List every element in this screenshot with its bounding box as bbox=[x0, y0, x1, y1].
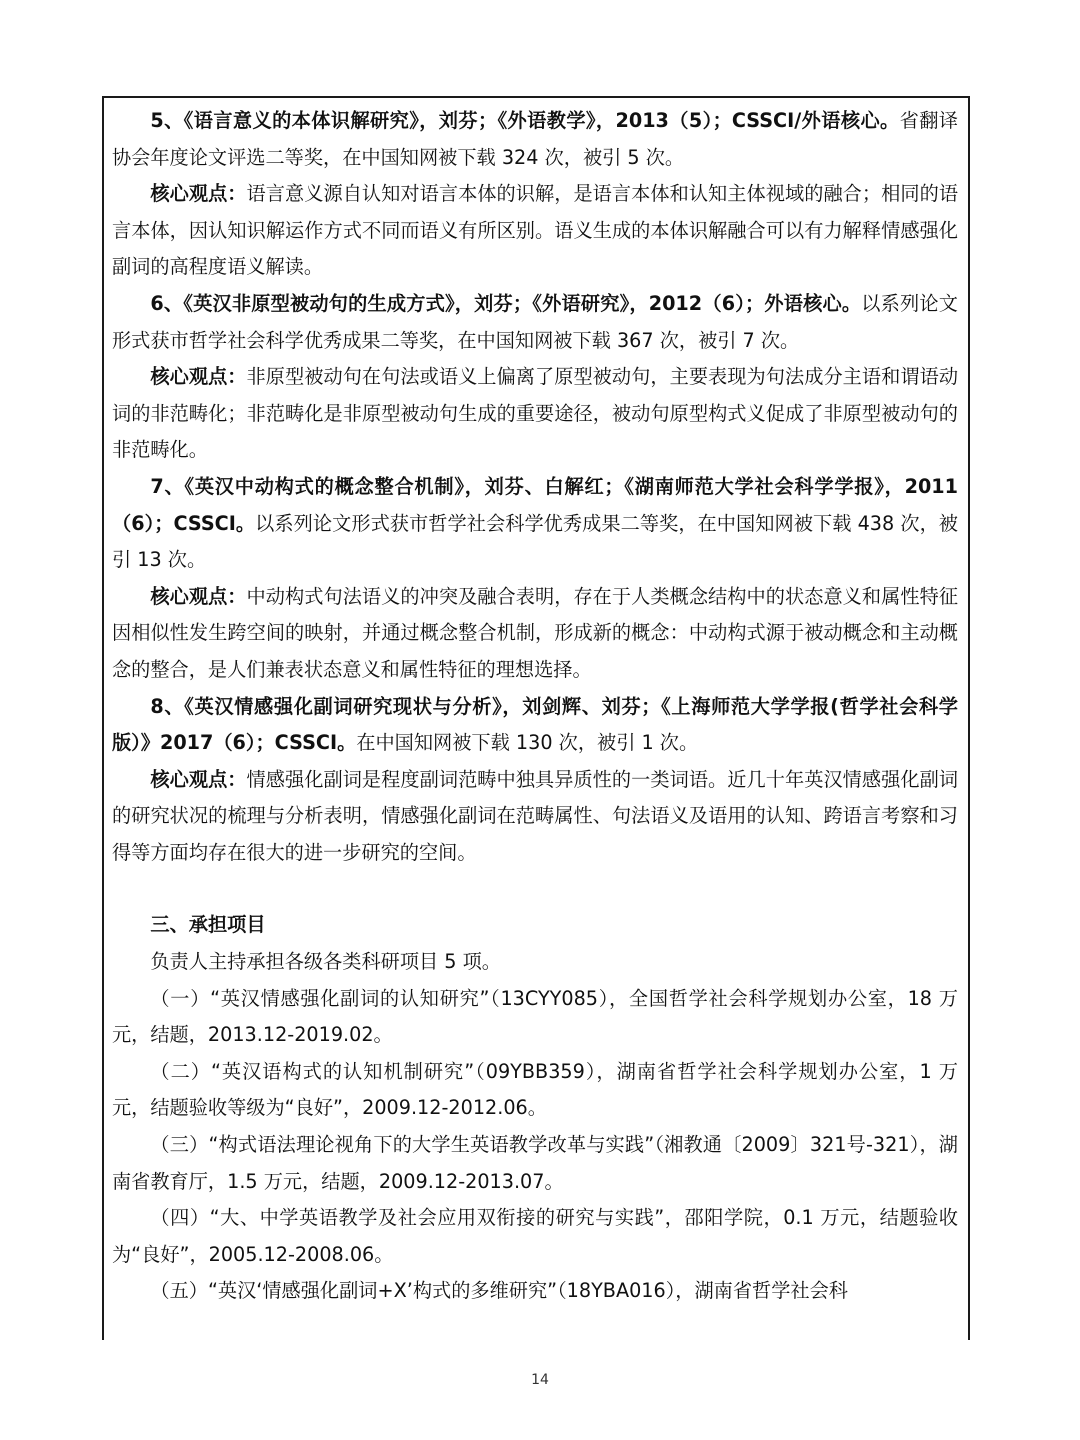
paper-7-title: 7、《英汉中动构式的概念整合机制》，刘芬、白解红；《湖南师范大学社会科学学报》，2011（6）；CSSCI。 bbox=[112, 474, 958, 535]
paper-8-view-label: 核心观点： bbox=[150, 767, 247, 791]
paper-5-view bbox=[112, 176, 958, 286]
paper-7-view-label: 核心观点： bbox=[150, 584, 247, 608]
paper-8-title: 8、《英汉情感强化副词研究现状与分析》，刘剑辉、刘芬；《上海师范大学学报(哲学社会科学版）》2017（6）；CSSCI。 bbox=[112, 694, 958, 755]
paper-7-view bbox=[112, 579, 958, 689]
section-intro: 负责人主持承担各级各类科研项目 5 项。 bbox=[150, 950, 501, 974]
paper-6-title: 6、《英汉非原型被动句的生成方式》，刘芬；《外语研究》，2012（6）；外语核心。 bbox=[150, 291, 862, 315]
project-item: （二）“英汉语构式的认知机制研究”（09YBB359），湖南省哲学社会科学规划办公室，1 万元，结题验收等级为“良好”，2009.12-2012.06。 bbox=[112, 1059, 958, 1120]
paper-8-view bbox=[112, 762, 958, 872]
paper-8-view-text: 情感强化副词是程度副词范畴中独具异质性的一类词语。近几十年英汉情感强化副词的研究状况的梳理与分析表明，情感强化副词在范畴属性、句法语义及语用的认知、跨语言考察和习得等方面均存在很大的进一步研究的空间。 bbox=[112, 767, 959, 864]
project-item: （四）“大、中学英语教学及社会应用双衔接的研究与实践”，邵阳学院，0.1 万元，结题验收为“良好”，2005.12-2008.06。 bbox=[112, 1206, 958, 1266]
paper-8-details: 在中国知网被下载 130 次，被引 1 次。 bbox=[356, 731, 699, 755]
paper-6-view-text: 非原型被动句在句法或语义上偏离了原型被动句，主要表现为句法成分主语和谓语动词的非范畴化；非范畴化是非原型被动句生成的重要途径，被动句原型构式义促成了非原型被动句的非范畴化。 bbox=[112, 365, 959, 462]
paper-5-details: 省翻译协会年度论文评选二等奖，在中国知网被下载 324 次，被引 5 次。 bbox=[112, 109, 959, 169]
paper-7-details: 以系列论文形式获市哲学社会科学优秀成果二等奖，在中国知网被下载 438 次，被引 13 次。 bbox=[112, 511, 958, 572]
project-item: （五）“英汉‘情感强化副词+X’构式的多维研究”（18YBA016），湖南省哲学社会科 bbox=[150, 1279, 848, 1303]
paper-7-citation bbox=[112, 469, 958, 579]
paper-7-view-text: 中动构式句法语义的冲突及融合表明，存在于人类概念结构中的状态意义和属性特征因相似性发生跨空间的映射，并通过概念整合机制，形成新的概念：中动构式源于被动概念和主动概念的整合，是人们兼表状态意义和属性特征的理想选择。 bbox=[112, 584, 959, 681]
section-spacer bbox=[112, 871, 958, 907]
paper-6-view bbox=[112, 359, 958, 469]
paper-6-details: 以系列论文形式获市哲学社会科学优秀成果二等奖，在中国知网被下载 367 次，被引 7 次。 bbox=[112, 291, 958, 352]
project-item: （三）“构式语法理论视角下的大学生英语教学改革与实践”（湘教通〔2009〕321号-321），湖南省教育厅，1.5 万元，结题，2009.12-2013.07。 bbox=[112, 1133, 958, 1193]
paper-6-citation bbox=[112, 286, 958, 359]
project-item: （一）“英汉情感强化副词的认知研究”（13CYY085），全国哲学社会科学规划办公室，18 万元，结题，2013.12-2019.02。 bbox=[112, 986, 958, 1047]
page-number: 14 bbox=[531, 1372, 549, 1388]
paper-5-view-label: 核心观点： bbox=[150, 182, 247, 206]
paper-5-view-text: 语言意义源自认知对语言本体的识解，是语言本体和认知主体视域的融合；相同的语言本体，因认知识解运作方式不同而语义有所区别。语义生成的本体识解融合可以有力解释情感强化副词的高程度语义解读。 bbox=[112, 182, 959, 279]
paper-8-citation bbox=[112, 689, 958, 762]
paper-5-title: 5、《语言意义的本体识解研究》，刘芬；《外语教学》，2013（5）；CSSCI/外语核心。 bbox=[150, 109, 900, 132]
document-body bbox=[112, 103, 958, 1310]
section-heading: 三、承担项目 bbox=[150, 913, 266, 937]
paper-5-citation bbox=[112, 103, 958, 176]
paper-6-view-label: 核心观点： bbox=[150, 365, 247, 389]
